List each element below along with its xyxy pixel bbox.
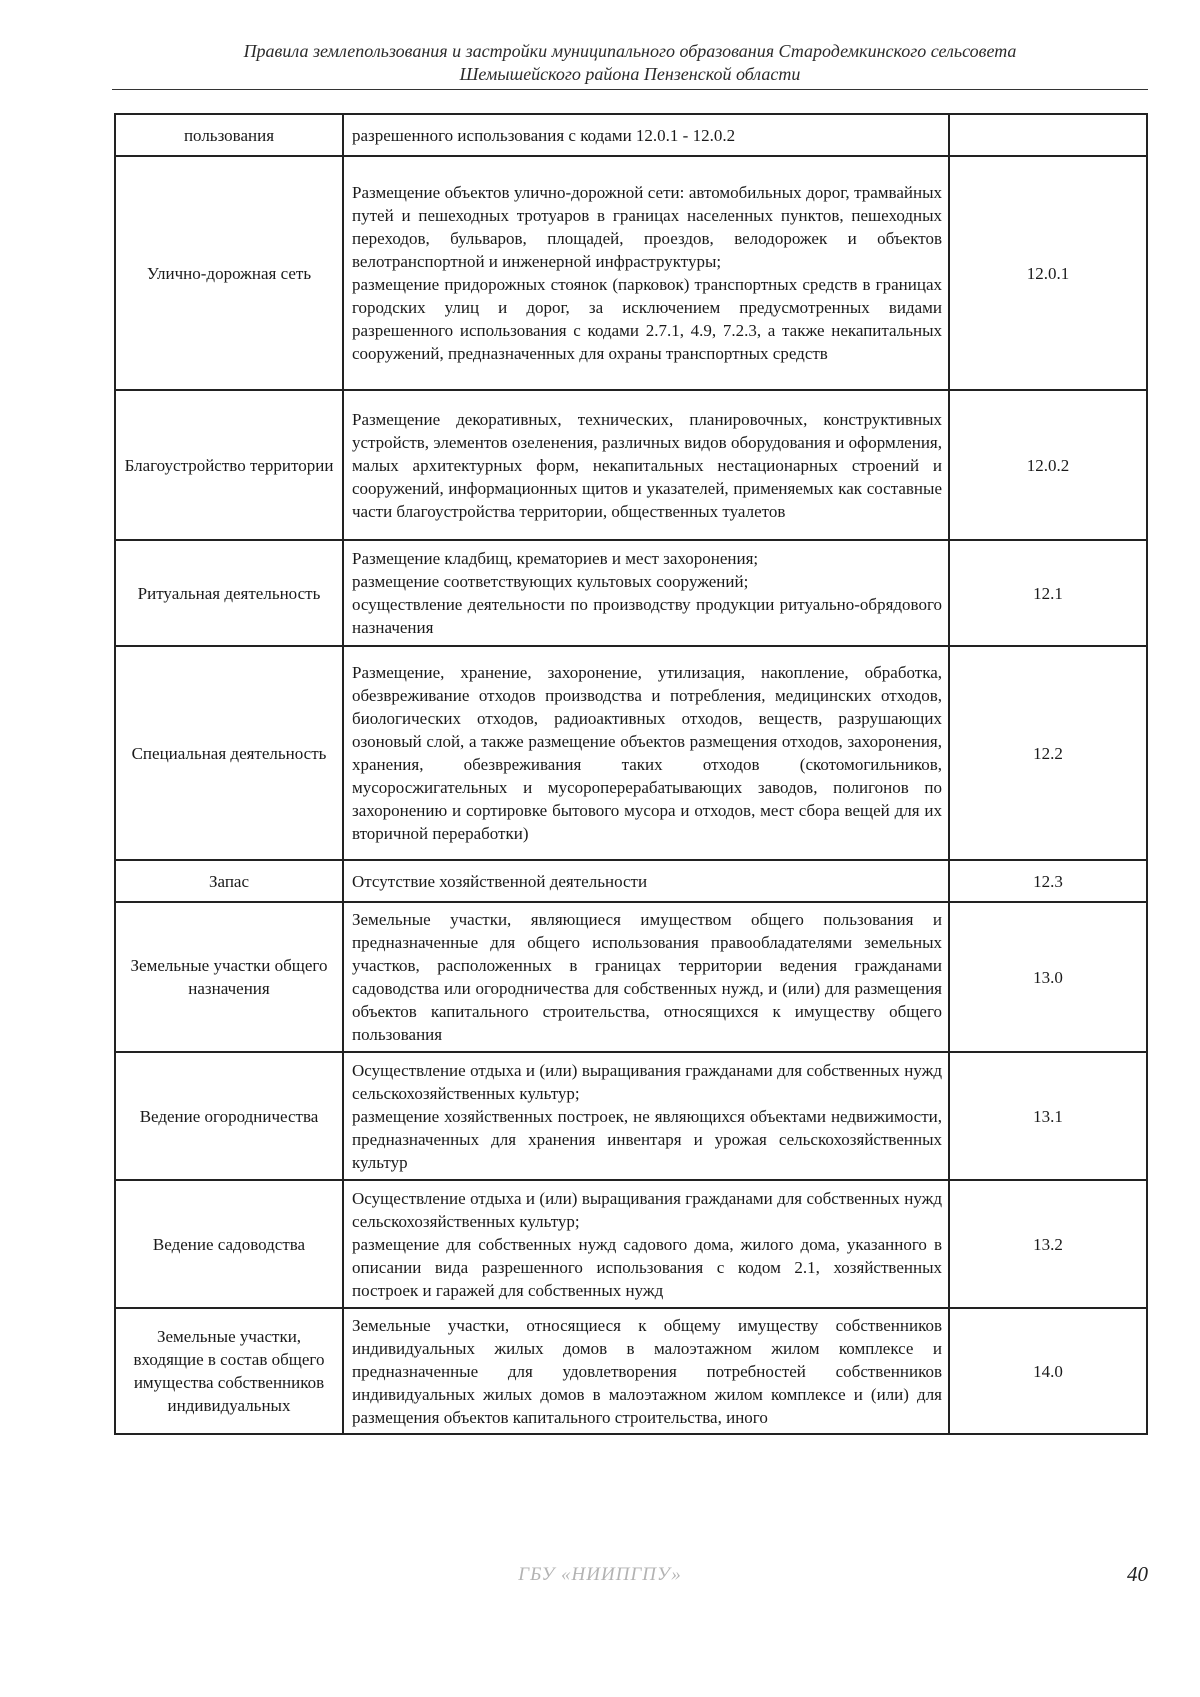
table-row bbox=[115, 646, 1147, 860]
land-use-name bbox=[115, 156, 343, 390]
land-use-name-text: Ритуальная деятельность bbox=[137, 583, 321, 603]
land-use-code-text: 13.0 bbox=[1033, 967, 1063, 987]
land-use-code-text: 12.3 bbox=[1033, 871, 1063, 891]
table-row bbox=[115, 860, 1147, 902]
land-use-name-text: Ведение садоводства bbox=[152, 1234, 306, 1254]
table-body bbox=[115, 114, 1147, 1434]
land-use-name-text: Специальная деятельность bbox=[131, 743, 327, 763]
land-use-code bbox=[949, 902, 1147, 1052]
land-use-description-text: Размещение декоративных, технических, планировочных, конструктивных устройств, элементов озеленения, различных видов оборудования и оформления, малых архитектурных форм, некапитальных нестационарных строений и сооружений, информационных щитов и указателей, применяемых как составные части благоустройства территории, общественных туалетов bbox=[352, 409, 942, 521]
land-use-name bbox=[115, 114, 343, 156]
land-use-description-text: Земельные участки, являющиеся имуществом общего пользования и предназначенные для общего использования правообладателями земельных участков, расположенных в границах территории ведения гражданами садоводства или огородничества для собственных нужд, и (или) для размещения объектов капитального строительства, относящихся к имуществу общего пользования bbox=[352, 910, 942, 1044]
table-row bbox=[115, 1180, 1147, 1308]
land-use-code-text: 12.0.2 bbox=[1026, 455, 1070, 475]
land-use-code-text: 13.1 bbox=[1033, 1106, 1063, 1126]
land-use-name-text: Земельные участки общего назначения bbox=[130, 956, 328, 998]
land-use-code bbox=[949, 156, 1147, 390]
table-row bbox=[115, 114, 1147, 156]
land-use-description-text: разрешенного использования с кодами 12.0.1 - 12.0.2 bbox=[352, 125, 736, 145]
table-row bbox=[115, 1308, 1147, 1434]
land-use-name bbox=[115, 860, 343, 902]
land-use-description bbox=[343, 860, 949, 902]
land-use-name bbox=[115, 1052, 343, 1180]
land-use-code bbox=[949, 860, 1147, 902]
land-use-name-text: Ведение огородничества bbox=[139, 1106, 319, 1126]
header-line-2: Шемышейского района Пензенской области bbox=[459, 64, 801, 84]
land-use-description bbox=[343, 1308, 949, 1434]
land-use-code-text: 12.1 bbox=[1033, 583, 1063, 603]
land-use-name-text: Запас bbox=[208, 871, 250, 891]
land-use-description bbox=[343, 902, 949, 1052]
land-use-description-text: Осуществление отдыха и (или) выращивания гражданами для собственных нужд сельскохозяйственных культур; размещение хозяйственных построек, не являющихся объектами недвижимости, предназначенных для хранения инвентаря и урожая сельскохозяйственных культур bbox=[352, 1060, 942, 1172]
land-use-description bbox=[343, 1052, 949, 1180]
land-use-description bbox=[343, 156, 949, 390]
page-number: 40 bbox=[1127, 1562, 1148, 1586]
land-use-code bbox=[949, 1308, 1147, 1434]
land-use-code bbox=[949, 390, 1147, 540]
land-use-code-text: 13.2 bbox=[1033, 1234, 1063, 1254]
land-use-name bbox=[115, 1308, 343, 1434]
land-use-code-text: 14.0 bbox=[1033, 1361, 1063, 1381]
land-use-description bbox=[343, 540, 949, 646]
land-use-name bbox=[115, 390, 343, 540]
land-use-name-text: Земельные участки, входящие в состав общего имущества собственников индивидуальных bbox=[133, 1327, 325, 1415]
table-row bbox=[115, 540, 1147, 646]
table-row bbox=[115, 390, 1147, 540]
land-use-description bbox=[343, 1180, 949, 1308]
document-header bbox=[112, 40, 1148, 86]
land-use-name-text: пользования bbox=[183, 125, 275, 145]
land-use-code-text: 12.0.1 bbox=[1026, 263, 1070, 283]
footer-organization: ГБУ «НИИПГПУ» bbox=[518, 1564, 682, 1585]
land-use-description-text: Размещение кладбищ, крематориев и мест захоронения; размещение соответствующих культовых сооружений; осуществление деятельности по производству продукции ритуально-обрядового назначения bbox=[352, 549, 942, 637]
land-use-description bbox=[343, 390, 949, 540]
land-use-description-text: Размещение объектов улично-дорожной сети: автомобильных дорог, трамвайных путей и пешеходных тротуаров в границах населенных пунктов, пешеходных переходов, бульваров, площадей, проездов, велодорожек и объектов велотранспортной и инженерной инфраструктуры; размещение придорожных стоянок (парковок) транспортных средств в границах городских улиц и дорог, за исключением предусмотренных видами разрешенного использования с кодами 2.7.1, 4.9, 7.2.3, а также некапитальных сооружений, предназначенных для охраны транспортных средств bbox=[352, 183, 942, 363]
land-use-code bbox=[949, 1052, 1147, 1180]
land-use-code bbox=[949, 540, 1147, 646]
land-use-description-text: Осуществление отдыха и (или) выращивания гражданами для собственных нужд сельскохозяйственных культур; размещение для собственных нужд садового дома, жилого дома, указанного в описании вида разрешенного использования с кодом 2.1, хозяйственных построек и гаражей для собственных нужд bbox=[352, 1188, 942, 1300]
land-use-name bbox=[115, 646, 343, 860]
land-use-name bbox=[115, 1180, 343, 1308]
land-use-description-text: Земельные участки, относящиеся к общему имуществу собственников индивидуальных жилых домов в малоэтажном жилом комплексе и предназначенные для удовлетворения потребностей собственников индивидуальных жилых домов в малоэтажном жилом комплексе и (или) для размещения объектов капитального строительства, иного bbox=[352, 1315, 942, 1427]
land-use-name-text: Улично-дорожная сеть bbox=[146, 263, 312, 283]
land-use-code bbox=[949, 114, 1147, 156]
land-use-description bbox=[343, 114, 949, 156]
table-row bbox=[115, 902, 1147, 1052]
land-use-name bbox=[115, 902, 343, 1052]
land-use-code bbox=[949, 646, 1147, 860]
land-use-description bbox=[343, 646, 949, 860]
table-row bbox=[115, 1052, 1147, 1180]
land-use-description-text: Размещение, хранение, захоронение, утилизация, накопление, обработка, обезвреживание отходов производства и потребления, медицинских отходов, биологических отходов, радиоактивных отходов, веществ, разрушающих озоновый слой, а также размещение объектов размещения отходов, захоронения, хранения, обезвреживания таких отходов (скотомогильников, мусоросжигательных и мусороперерабатывающих заводов, полигонов по захоронению и сортировке бытового мусора и отходов, мест сбора вещей для их вторичной переработки) bbox=[352, 663, 942, 843]
land-use-name bbox=[115, 540, 343, 646]
land-use-name-text: Благоустройство территории bbox=[124, 455, 334, 475]
land-use-code-text: 12.2 bbox=[1033, 743, 1063, 763]
land-use-code bbox=[949, 1180, 1147, 1308]
table-row bbox=[115, 156, 1147, 390]
land-use-table bbox=[114, 113, 1148, 1435]
header-line-1: Правила землепользования и застройки муниципального образования Стародемкинского сельсовета bbox=[243, 41, 1017, 61]
land-use-description-text: Отсутствие хозяйственной деятельности bbox=[352, 871, 648, 891]
header-divider bbox=[112, 89, 1148, 90]
